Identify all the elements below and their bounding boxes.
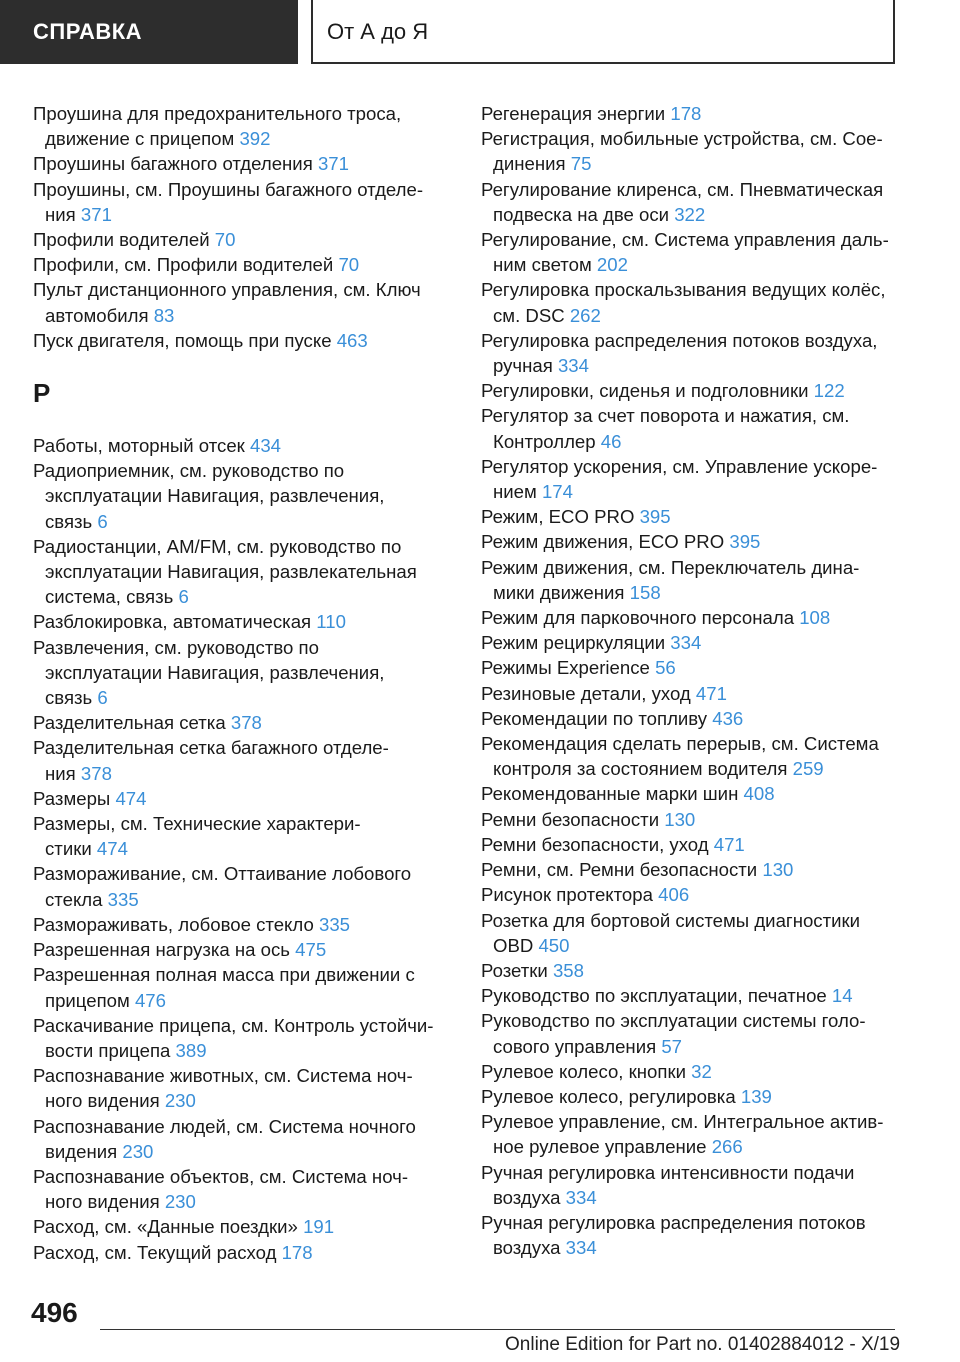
page-reference-link[interactable]: 450 xyxy=(538,934,570,956)
index-entry xyxy=(33,534,453,610)
index-entry xyxy=(481,731,901,781)
index-entry-text: система, связь xyxy=(45,586,174,608)
index-entry-text: ручная xyxy=(493,355,553,377)
page-reference-link[interactable]: 395 xyxy=(639,506,671,528)
index-entry xyxy=(33,151,453,176)
page-reference-link[interactable]: 191 xyxy=(303,1216,335,1238)
index-entry-text: Размораживать, лобовое стекло xyxy=(33,913,314,935)
index-entry-text: Размораживание, см. Оттаивание лобового xyxy=(33,863,412,885)
index-entry-text: Регулирование клиренса, см. Пневматическая xyxy=(481,178,884,200)
index-entry-text: Пульт дистанционного управления, см. Ключ xyxy=(33,279,421,301)
page-reference-link[interactable]: 266 xyxy=(711,1136,743,1158)
page-reference-link[interactable]: 70 xyxy=(214,229,236,251)
page-reference-link[interactable]: 130 xyxy=(762,859,794,881)
index-entry xyxy=(33,101,453,151)
index-entry-text: Ручная регулировка распределения потоков xyxy=(481,1211,866,1233)
index-entry-text: Регулировка распределения потоков воздуха, xyxy=(481,329,878,351)
index-entry-text: Контроллер xyxy=(493,430,596,452)
page-reference-link[interactable]: 378 xyxy=(230,712,262,734)
page-reference-link[interactable]: 56 xyxy=(655,657,676,679)
index-entry-text: Распознавание объектов, см. Система ноч- xyxy=(33,1165,409,1187)
index-entry xyxy=(33,735,453,785)
page-reference-link[interactable]: 474 xyxy=(96,838,128,860)
index-entry xyxy=(481,781,901,806)
page-reference-link[interactable]: 474 xyxy=(115,787,147,809)
index-entry xyxy=(481,857,901,882)
page-reference-link[interactable]: 471 xyxy=(695,682,727,704)
index-entry-text: ним светом xyxy=(493,254,592,276)
index-entry xyxy=(481,454,901,504)
index-entry-text: Режим движения, ECO PRO xyxy=(481,531,725,553)
page-reference-link[interactable]: 262 xyxy=(569,304,601,326)
index-entry-text: Расход, см. Текущий расход xyxy=(33,1241,277,1263)
index-entry-text: OBD xyxy=(493,934,534,956)
index-entry-text: Развлечения, см. руководство по xyxy=(33,636,319,658)
page-reference-link[interactable]: 358 xyxy=(552,959,584,981)
index-entry xyxy=(33,177,453,227)
index-entry-text: Режимы Experience xyxy=(481,657,650,679)
page-reference-link[interactable]: 476 xyxy=(134,989,166,1011)
index-entry xyxy=(33,786,453,811)
index-entry-text: Разрешенная нагрузка на ось xyxy=(33,939,290,961)
page-reference-link[interactable]: 75 xyxy=(570,153,592,175)
index-entry-text: Регулятор ускорения, см. Управление ускоре- xyxy=(481,455,878,477)
page-reference-link[interactable]: 389 xyxy=(175,1039,207,1061)
page-reference-link[interactable]: 334 xyxy=(670,632,702,654)
page-number: 496 xyxy=(31,1297,78,1328)
index-entry-text: ного видения xyxy=(45,1090,160,1112)
page-reference-link[interactable]: 178 xyxy=(670,103,702,124)
page-reference-link[interactable]: 335 xyxy=(318,913,351,935)
index-entry-text: ного видения xyxy=(45,1191,160,1213)
page-reference-link[interactable]: 371 xyxy=(317,153,349,175)
index-entry-text: Режим, ECO PRO xyxy=(481,506,635,528)
index-entry-text: Профили, см. Профили водителей xyxy=(33,254,334,276)
index-entry-text: Разрешенная полная масса при движении с xyxy=(33,964,415,986)
index-entry-text: стекла xyxy=(45,888,103,910)
index-entry xyxy=(481,277,901,327)
index-entry-text: Регулирование, см. Система управления даль- xyxy=(481,229,889,251)
index-entry-text: Ремни, см. Ремни безопасности xyxy=(481,859,758,881)
index-entry-text: ния xyxy=(45,762,76,784)
index-column-left xyxy=(33,101,453,1265)
index-entry-text: динения xyxy=(493,153,566,175)
index-entry-text: нием xyxy=(493,481,537,503)
index-entry xyxy=(33,710,453,735)
page-reference-link[interactable]: 230 xyxy=(122,1140,154,1162)
index-entry xyxy=(481,227,901,277)
page-reference-link[interactable]: 83 xyxy=(153,304,175,326)
index-entry-text: Ремни безопасности, уход xyxy=(481,833,709,855)
page-reference-link[interactable]: 6 xyxy=(178,586,189,608)
page-reference-link[interactable]: 230 xyxy=(164,1191,196,1213)
page-reference-link[interactable]: 335 xyxy=(107,888,139,910)
index-entry-text: воздуха xyxy=(493,1186,561,1208)
index-column-right xyxy=(481,101,901,1260)
index-entry-text: эксплуатации Навигация, развлечения, xyxy=(45,661,385,683)
index-entry xyxy=(481,403,901,453)
index-entry-text: Рекомендация сделать перерыв, см. Система xyxy=(481,733,879,755)
index-entry xyxy=(33,277,453,327)
index-entry-text: Рекомендованные марки шин xyxy=(481,783,739,805)
page-reference-link[interactable]: 334 xyxy=(565,1237,597,1259)
index-entry-text: ное рулевое управление xyxy=(493,1136,707,1158)
index-entry-text: стики xyxy=(45,838,92,860)
index-entry-text: Регистрация, мобильные устройства, см. Сое- xyxy=(481,128,883,150)
index-entry xyxy=(481,908,901,958)
index-entry-text: Руководство по эксплуатации, печатное xyxy=(481,985,827,1007)
index-entry-text: Проушины, см. Проушины багажного отделе- xyxy=(33,178,424,200)
page-reference-link[interactable]: 334 xyxy=(565,1186,597,1208)
index-entry xyxy=(33,861,453,911)
page-reference-link[interactable]: 434 xyxy=(250,435,282,457)
index-entry-text: Рулевое колесо, регулировка xyxy=(481,1085,736,1107)
index-entry-text: Резиновые детали, уход xyxy=(481,682,691,704)
index-entry-text: Ремни безопасности xyxy=(481,808,660,830)
index-entry xyxy=(33,811,453,861)
index-entry-text: Розетки xyxy=(481,959,548,981)
index-entry-text: см. DSC xyxy=(493,304,565,326)
index-entry-text: Регулятор за счет поворота и нажатия, см. xyxy=(481,405,850,427)
page-reference-link[interactable]: 178 xyxy=(281,1241,313,1263)
index-entry-text: сового управления xyxy=(493,1035,657,1057)
index-entry-text: Рисунок протектора xyxy=(481,884,653,906)
index-entry xyxy=(481,177,901,227)
index-entry-text: Пуск двигателя, помощь при пуске xyxy=(33,329,332,351)
page-reference-link[interactable]: 322 xyxy=(674,203,706,225)
index-entry-text: Розетка для бортовой системы диагностики xyxy=(481,909,861,931)
page-reference-link[interactable]: 14 xyxy=(831,985,853,1007)
index-entry-text: Разблокировка, автоматическая xyxy=(33,611,312,633)
page-reference-link[interactable]: 6 xyxy=(97,687,108,709)
index-entry xyxy=(481,1160,901,1210)
index-entry xyxy=(481,101,901,126)
index-entry-text: эксплуатации Навигация, развлекательная xyxy=(45,561,417,583)
index-entry xyxy=(33,912,453,937)
index-entry-text: Радиоприемник, см. руководство по xyxy=(33,460,345,482)
index-entry xyxy=(33,1164,453,1214)
index-entry-text: Ручная регулировка интенсивности подачи xyxy=(481,1161,855,1183)
index-entry xyxy=(481,555,901,605)
page-reference-link[interactable]: 392 xyxy=(239,128,271,150)
footer-edition: Online Edition for Part no. 01402884012 - X/19 xyxy=(505,1334,901,1355)
index-entry-text: Распознавание животных, см. Система ноч- xyxy=(33,1065,413,1087)
index-entry xyxy=(33,252,453,277)
page-reference-link[interactable]: 174 xyxy=(541,481,573,503)
index-entry-text: Профили водителей xyxy=(33,229,210,251)
index-entry xyxy=(33,1240,453,1265)
index-entry-text: связь xyxy=(45,687,93,709)
index-entry xyxy=(33,1063,453,1113)
index-entry-text: Размеры xyxy=(33,787,111,809)
index-entry xyxy=(481,328,901,378)
index-entry xyxy=(481,126,901,176)
index-entry xyxy=(481,983,901,1008)
index-entry-text: контроля за состоянием водителя xyxy=(493,758,788,780)
index-entry-text: мики движения xyxy=(493,581,625,603)
index-entry xyxy=(481,504,901,529)
page-reference-link[interactable]: 108 xyxy=(799,607,831,629)
index-entry-text: Размеры, см. Технические характери- xyxy=(33,813,361,835)
index-entry-text: Проушины багажного отделения xyxy=(33,153,313,175)
index-entry-text: Регулировки, сиденья и подголовники xyxy=(481,380,809,402)
index-entry-text: Режим для парковочного персонала xyxy=(481,607,795,629)
page-reference-link[interactable]: 6 xyxy=(97,510,108,532)
index-entry-text: Проушина для предохранительного троса, xyxy=(33,103,402,124)
page-reference-link[interactable]: 471 xyxy=(713,833,745,855)
index-entry-text: Распознавание людей, см. Система ночного xyxy=(33,1115,416,1137)
page-reference-link[interactable]: 46 xyxy=(600,430,622,452)
index-entry xyxy=(33,937,453,962)
index-entry xyxy=(481,706,901,731)
index-entry xyxy=(481,605,901,630)
page-reference-link[interactable]: 158 xyxy=(629,581,661,603)
index-entry xyxy=(33,1013,453,1063)
page-reference-link[interactable]: 70 xyxy=(338,254,360,276)
index-entry xyxy=(481,832,901,857)
index-entry-text: Режим рециркуляции xyxy=(481,632,666,654)
footer-divider xyxy=(100,1329,895,1330)
index-entry-text: ния xyxy=(45,203,76,225)
page-reference-link[interactable]: 259 xyxy=(792,758,824,780)
page-reference-link[interactable]: 130 xyxy=(664,808,696,830)
index-letter-heading: Р xyxy=(33,378,51,409)
page-reference-link[interactable]: 406 xyxy=(658,884,690,906)
index-entry xyxy=(481,1059,901,1084)
index-entry-text: движение с прицепом xyxy=(45,128,235,150)
index-entry xyxy=(481,630,901,655)
index-entry-text: Рулевое управление, см. Интегральное актив- xyxy=(481,1111,884,1133)
index-entry xyxy=(481,1210,901,1260)
index-entry-text: Регулировка проскальзывания ведущих колёс, xyxy=(481,279,886,301)
index-entry xyxy=(33,328,453,353)
index-entry-text: подвеска на две оси xyxy=(493,203,670,225)
index-entry xyxy=(33,962,453,1012)
index-entry xyxy=(33,458,453,534)
chapter-tab: От А до Я xyxy=(311,0,895,64)
index-entry-text: Рулевое колесо, кнопки xyxy=(481,1060,686,1082)
page-reference-link[interactable]: 230 xyxy=(164,1090,196,1112)
index-entry xyxy=(481,1084,901,1109)
index-entry xyxy=(481,378,901,403)
index-entry-text: Работы, моторный отсек xyxy=(33,435,245,457)
index-entry-text: эксплуатации Навигация, развлечения, xyxy=(45,485,385,507)
index-entry-text: Рекомендации по топливу xyxy=(481,707,708,729)
index-entry-text: Разделительная сетка багажного отделе- xyxy=(33,737,389,759)
index-entry xyxy=(33,1114,453,1164)
index-entry-text: Режим движения, см. Переключатель дина- xyxy=(481,556,860,578)
index-entry-text: Радиостанции, AM/FM, см. руководство по xyxy=(33,535,402,557)
index-entry xyxy=(33,609,453,634)
index-entry-text: Раскачивание прицепа, см. Контроль устойчи- xyxy=(33,1014,434,1036)
index-entry xyxy=(481,807,901,832)
index-entry-text: прицепом xyxy=(45,989,130,1011)
index-entry xyxy=(481,681,901,706)
page-reference-link[interactable]: 463 xyxy=(336,329,368,351)
index-entry xyxy=(481,1109,901,1159)
page-reference-link[interactable]: 57 xyxy=(661,1035,683,1057)
page-reference-link[interactable]: 436 xyxy=(712,707,744,729)
index-entry xyxy=(481,529,901,554)
index-entry xyxy=(33,635,453,711)
index-entry xyxy=(481,655,901,680)
index-entry-text: воздуха xyxy=(493,1237,561,1259)
page-reference-link[interactable]: 122 xyxy=(813,380,845,402)
page-reference-link[interactable]: 371 xyxy=(80,203,112,225)
page-reference-link[interactable]: 110 xyxy=(316,611,346,633)
index-entry xyxy=(481,958,901,983)
index-entry-text: автомобиля xyxy=(45,304,149,326)
index-entry-text: Регенерация энергии xyxy=(481,103,666,124)
page-reference-link[interactable]: 334 xyxy=(557,355,589,377)
page-reference-link[interactable]: 139 xyxy=(740,1085,772,1107)
index-entry-text: Руководство по эксплуатации системы голо- xyxy=(481,1010,866,1032)
index-entry-text: видения xyxy=(45,1140,118,1162)
index-entry-text: вости прицепа xyxy=(45,1039,171,1061)
index-entry-text: Разделительная сетка xyxy=(33,712,226,734)
index-entry xyxy=(33,433,453,458)
section-tab: СПРАВКА xyxy=(0,0,298,64)
index-entry-text: Расход, см. «Данные поездки» xyxy=(33,1216,298,1238)
page-reference-link[interactable]: 32 xyxy=(691,1060,712,1082)
page-reference-link[interactable]: 378 xyxy=(80,762,112,784)
page-reference-link[interactable]: 408 xyxy=(743,783,775,805)
page-reference-link[interactable]: 395 xyxy=(729,531,761,553)
index-entry xyxy=(481,882,901,907)
index-entry xyxy=(33,1214,453,1239)
page-reference-link[interactable]: 202 xyxy=(596,254,628,276)
index-entry-text: связь xyxy=(45,510,93,532)
index-entry xyxy=(33,227,453,252)
index-entry xyxy=(481,1008,901,1058)
page-reference-link[interactable]: 475 xyxy=(295,939,327,961)
